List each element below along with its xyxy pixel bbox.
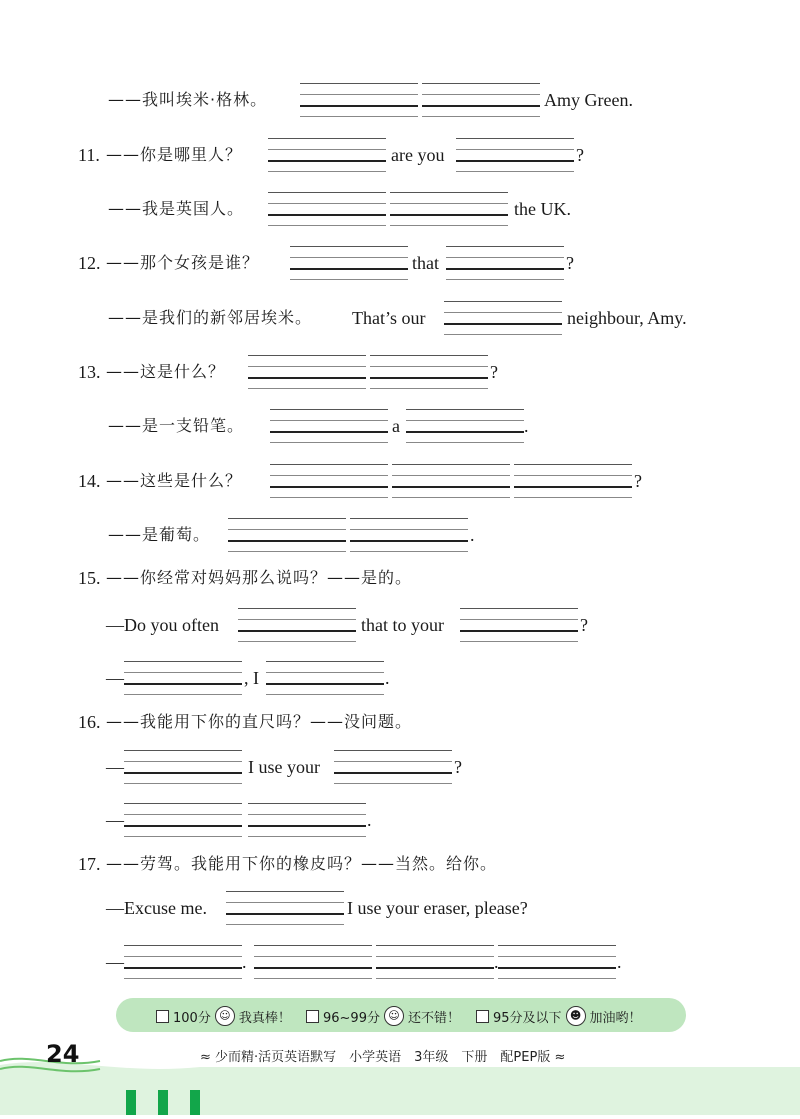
prompt-chinese: ——是我们的新邻居埃米。 — [108, 308, 313, 327]
fill-in-blank[interactable] — [514, 464, 632, 498]
score-label: 96~99分 — [323, 1010, 380, 1026]
green-bar-icon — [190, 1090, 200, 1115]
fill-in-blank[interactable] — [290, 246, 408, 280]
fill-in-blank[interactable] — [124, 661, 242, 695]
checkbox-icon[interactable] — [156, 1010, 169, 1023]
question-number: 16. — [78, 712, 101, 732]
text-after-blank: neighbour, Amy. — [567, 308, 687, 328]
punctuation: . — [367, 810, 372, 830]
punctuation: . — [385, 668, 390, 688]
text-after-blank: the UK. — [514, 199, 571, 219]
prompt-chinese: ——你经常对妈妈那么说吗？——是的。 — [106, 568, 413, 587]
text-after-blank: I use your eraser, please? — [347, 898, 528, 918]
smiley-icon: ☺ — [215, 1006, 235, 1026]
score-label: 100分 — [173, 1010, 211, 1026]
fill-in-blank[interactable] — [248, 355, 366, 389]
fill-in-blank[interactable] — [446, 246, 564, 280]
text-between-blanks: , I — [244, 668, 259, 688]
punctuation: ? — [580, 615, 588, 635]
question-number: 15. — [78, 568, 101, 588]
question-number: 13. — [78, 362, 101, 382]
fill-in-blank[interactable] — [254, 945, 372, 979]
prompt-chinese: ——你是哪里人？ — [106, 145, 243, 164]
score-option-96-99 — [306, 1006, 460, 1026]
fill-in-blank[interactable] — [270, 464, 388, 498]
fill-in-blank[interactable] — [444, 301, 562, 335]
punctuation: . — [617, 952, 622, 972]
score-label: 95分及以下 — [493, 1010, 562, 1026]
checkbox-icon[interactable] — [306, 1010, 319, 1023]
fill-in-blank[interactable] — [456, 138, 574, 172]
english-text: Do you often — [124, 615, 219, 635]
fill-in-blank[interactable] — [376, 945, 494, 979]
question-number: 17. — [78, 854, 101, 874]
punctuation: ? — [576, 145, 584, 165]
checkbox-icon[interactable] — [476, 1010, 489, 1023]
fill-in-blank[interactable] — [268, 138, 386, 172]
text-between-blanks: that to your — [361, 615, 444, 635]
text-between-blanks: I use your — [248, 757, 320, 777]
english-text: Excuse me. — [124, 898, 207, 918]
punctuation: . — [470, 525, 475, 545]
question-number: 14. — [78, 471, 101, 491]
footer-text: ≈ 少而精·活页英语默写 小学英语 3年级 下册 配PEP版 ≈ — [200, 1050, 566, 1065]
fill-in-blank[interactable] — [370, 355, 488, 389]
dash: — — [106, 952, 124, 972]
dash: — — [106, 810, 124, 830]
cheer-face-icon: ☻ — [566, 1006, 586, 1026]
english-text: That’s our — [352, 308, 426, 328]
fill-in-blank[interactable] — [390, 192, 508, 226]
fill-in-blank[interactable] — [248, 803, 366, 837]
dash: — — [106, 668, 124, 688]
fill-in-blank[interactable] — [238, 608, 356, 642]
smiley-icon: ☺ — [384, 1006, 404, 1026]
prompt-chinese: ——那个女孩是谁？ — [106, 253, 260, 272]
fill-in-blank[interactable] — [268, 192, 386, 226]
fill-in-blank[interactable] — [498, 945, 616, 979]
fill-in-blank[interactable] — [334, 750, 452, 784]
prompt-chinese: ——这些是什么？ — [106, 471, 243, 490]
fill-in-blank[interactable] — [228, 518, 346, 552]
fill-in-blank[interactable] — [226, 891, 344, 925]
score-message: 加油哟！ — [589, 1010, 642, 1026]
punctuation: ? — [490, 362, 498, 382]
prompt-chinese: ——我叫埃米·格林。 — [108, 90, 268, 109]
fill-in-blank[interactable] — [124, 750, 242, 784]
score-message: 我真棒！ — [238, 1010, 291, 1026]
score-message: 还不错！ — [407, 1010, 460, 1026]
green-bar-icon — [158, 1090, 168, 1115]
score-option-95-below — [476, 1006, 642, 1026]
text-between-blanks: a — [392, 416, 400, 436]
punctuation: ? — [454, 757, 462, 777]
fill-in-blank[interactable] — [300, 83, 418, 117]
punctuation: ? — [634, 471, 642, 491]
fill-in-blank[interactable] — [266, 661, 384, 695]
prompt-chinese: ——是一支铅笔。 — [108, 416, 245, 435]
prompt-chinese: ——这是什么？ — [106, 362, 226, 381]
prompt-chinese: ——我能用下你的直尺吗？——没问题。 — [106, 712, 413, 731]
punctuation: . — [524, 416, 529, 436]
punctuation: . — [242, 952, 247, 972]
punctuation: ? — [566, 253, 574, 273]
fill-in-blank[interactable] — [350, 518, 468, 552]
dash: — — [106, 615, 124, 635]
fill-in-blank[interactable] — [460, 608, 578, 642]
question-number: 12. — [78, 253, 101, 273]
question-number: 11. — [78, 145, 100, 165]
page-number: 24 — [46, 1040, 80, 1068]
score-option-100 — [156, 1006, 291, 1026]
prompt-chinese: ——劳驾。我能用下你的橡皮吗？——当然。给你。 — [106, 854, 498, 873]
fill-in-blank[interactable] — [124, 803, 242, 837]
green-bar-icon — [126, 1090, 136, 1115]
text-after-blank: Amy Green. — [544, 90, 633, 110]
prompt-chinese: ——是葡萄。 — [108, 525, 211, 544]
text-between-blanks: are you — [391, 145, 445, 165]
fill-in-blank[interactable] — [124, 945, 242, 979]
text-between-blanks: that — [412, 253, 439, 273]
score-band — [116, 998, 686, 1032]
fill-in-blank[interactable] — [406, 409, 524, 443]
dash: — — [106, 898, 124, 918]
fill-in-blank[interactable] — [422, 83, 540, 117]
dash: — — [106, 757, 124, 777]
punctuation: . — [494, 952, 499, 972]
fill-in-blank[interactable] — [392, 464, 510, 498]
fill-in-blank[interactable] — [270, 409, 388, 443]
prompt-chinese: ——我是英国人。 — [108, 199, 245, 218]
